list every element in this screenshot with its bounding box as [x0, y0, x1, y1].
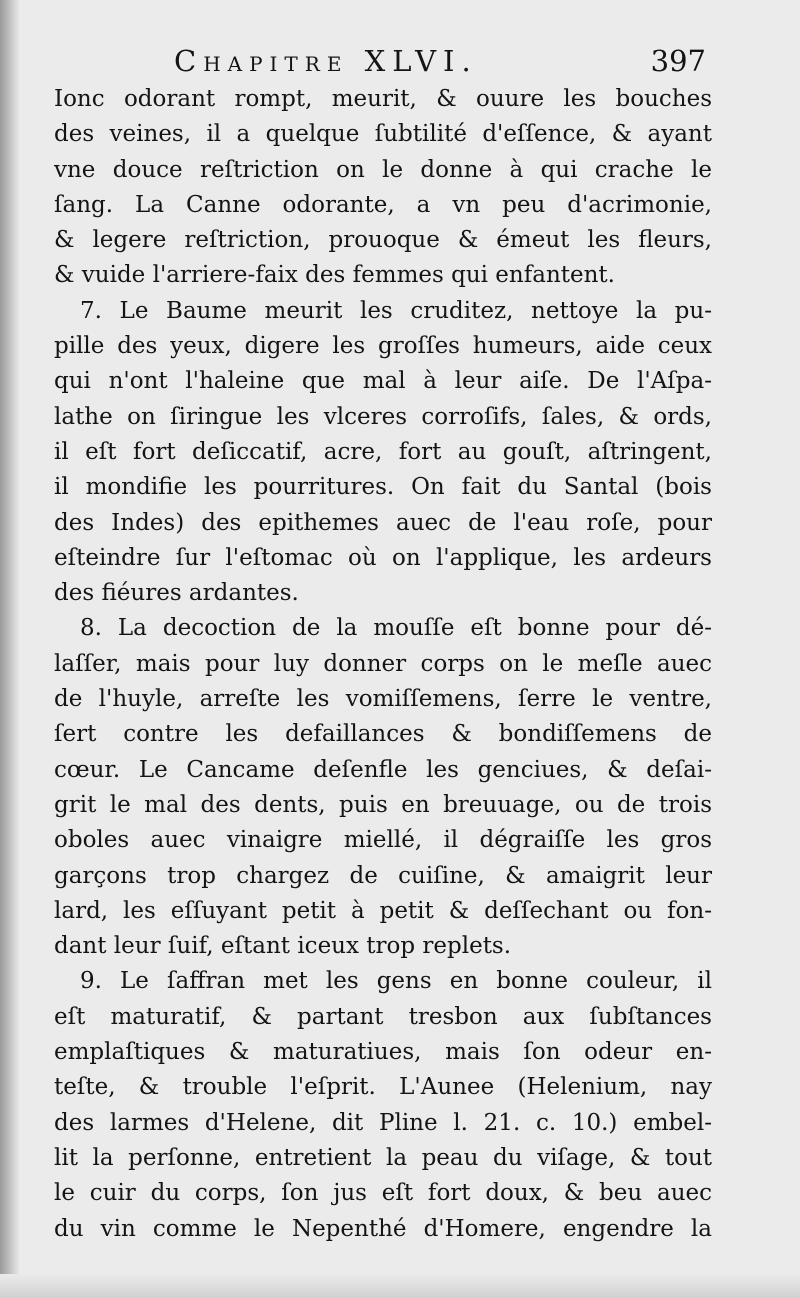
text-line: & legere reſtriction, prouoque & émeut les fleurs, — [54, 227, 712, 254]
text-line: 8. La decoction de la mouſſe eſt bonne pour dé- — [80, 615, 712, 642]
page-number: 397 — [650, 44, 706, 78]
text-line: lit la perſonne, entretient la peau du viſage, & tout — [54, 1144, 712, 1171]
text-line: de l'huyle, arreſte les vomiſſemens, ſerre le ventre, — [54, 686, 712, 713]
text-line: des fiéures ardantes. — [54, 580, 299, 607]
text-line: eſteindre ſur l'eſtomac où on l'applique, les ardeurs — [54, 544, 712, 571]
text-line: eſt maturatif, & partant tresbon aux ſubſtances — [54, 1003, 712, 1030]
text-line: il eſt fort deſiccatif, acre, fort au gouſt, aſtringent, — [54, 438, 712, 465]
text-line: du vin comme le Nepenthé d'Homere, engendre la — [54, 1215, 712, 1242]
text-line: vne douce reſtriction on le donne à qui crache le — [54, 156, 712, 183]
text-line: des Indes) des epithemes auec de l'eau roſe, pour — [54, 509, 712, 536]
text-line: des larmes d'Helene, dit Pline l. 21. c. 10.) embel- — [54, 1109, 712, 1136]
text-line: des veines, il a quelque ſubtilité d'eſſence, & ayant — [54, 121, 712, 148]
text-line: & vuide l'arriere-faix des femmes qui enfantent. — [54, 262, 615, 289]
text-line: il mondifie les pourritures. On fait du Santal (bois — [54, 474, 712, 501]
text-line: le cuir du corps, ſon jus eſt fort doux, & beu auec — [54, 1180, 712, 1207]
text-line: teſte, & trouble l'eſprit. L'Aunee (Helenium, nay — [54, 1074, 712, 1101]
text-line: pille des yeux, digere les groſſes humeurs, aide ceux — [54, 333, 712, 360]
text-line: lathe on ſiringue les vlceres corroſifs, ſales, & ords, — [54, 403, 712, 430]
text-line: cœur. Le Cancame deſenfle les genciues, & deſai- — [54, 756, 712, 783]
body-text — [54, 82, 712, 1247]
text-line: qui n'ont l'haleine que mal à leur aiſe. De l'Aſpa- — [54, 368, 712, 395]
text-line: dant leur ſuif, eſtant iceux trop replets. — [54, 933, 512, 960]
text-line: garçons trop chargez de cuiſine, & amaigrit leur — [54, 862, 712, 889]
text-line: Ionc odorant rompt, meurit, & ouure les bouches — [54, 86, 712, 112]
text-line: lard, les eſſuyant petit à petit & deſſechant ou fon- — [54, 897, 712, 924]
text-line: 7. Le Baume meurit les cruditez, nettoye la pu- — [80, 297, 712, 324]
text-line: emplaſtiques & maturatiues, mais ſon odeur en- — [54, 1039, 712, 1066]
running-title: Chapitre XLVI. — [174, 44, 478, 78]
text-line: ſang. La Canne odorante, a vn peu d'acrimonie, — [54, 191, 712, 218]
page-bottom-shadow — [0, 1274, 800, 1298]
text-line: 9. Le ſaffran met les gens en bonne couleur, il — [80, 968, 712, 995]
text-line: grit le mal des dents, puis en breuuage, ou de trois — [54, 791, 712, 818]
text-line: ſert contre les defaillances & bondiſſemens de — [54, 721, 712, 748]
page-header — [54, 40, 712, 82]
text-line: oboles auec vinaigre miellé, il dégraiſſe les gros — [54, 827, 712, 854]
text-line: laſſer, mais pour luy donner corps on le meſle auec — [54, 650, 712, 677]
